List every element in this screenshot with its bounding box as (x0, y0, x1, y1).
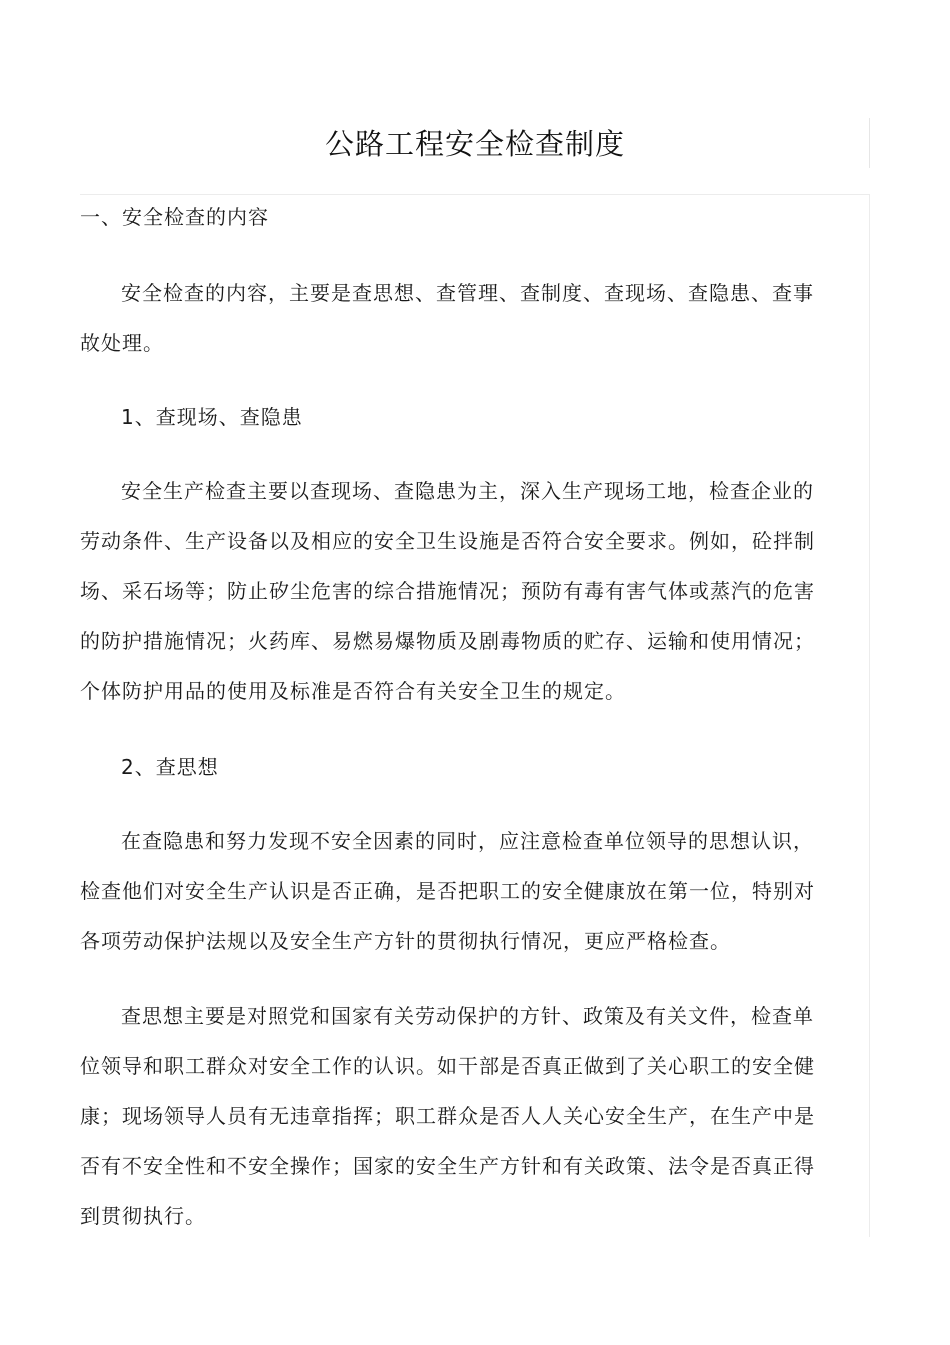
subsection-2-paragraph-1: 在查隐患和努力发现不安全因素的同时，应注意检查单位领导的思想认识，检查他们对安全生产认识是否正确，是否把职工的安全健康放在第一位，特别对各项劳动保护法规以及安全生产方针的贯彻执行情况，更应严格检查。 (80, 829, 815, 953)
intro-paragraph: 安全检查的内容，主要是查思想、查管理、查制度、查现场、查隐患、查事故处理。 (80, 281, 814, 355)
subsection-heading-1: 1、查现场、查隐患 (121, 405, 303, 429)
page-edge-line (869, 195, 870, 1237)
subsection-heading-2: 2、查思想 (121, 755, 219, 779)
subsection-2-paragraph-2: 查思想主要是对照党和国家有关劳动保护的方针、政策及有关文件，检查单位领导和职工群众对安全工作的认识。如干部是否真正做到了关心职工的安全健康；现场领导人员有无违章指挥；职工群众是否人人关心安全生产，在生产中是否有不安全性和不安全操作；国家的安全生产方针和有关政策、法令是否真正得到贯彻执行。 (80, 1004, 815, 1228)
document-title: 公路工程安全检查制度 (324, 127, 625, 161)
section-heading: 一、安全检查的内容 (80, 205, 269, 229)
subsection-1-paragraph: 安全生产检查主要以查现场、查隐患为主，深入生产现场工地，检查企业的劳动条件、生产设备以及相应的安全卫生设施是否符合安全要求。例如，砼拌制场、采石场等；防止矽尘危害的综合措施情况；预防有毒有害气体或蒸汽的危害的防护措施情况；火药库、易燃易爆物质及剧毒物质的贮存、运输和使用情况；个体防护用品的使用及标准是否符合有关安全卫生的规定。 (80, 479, 815, 703)
